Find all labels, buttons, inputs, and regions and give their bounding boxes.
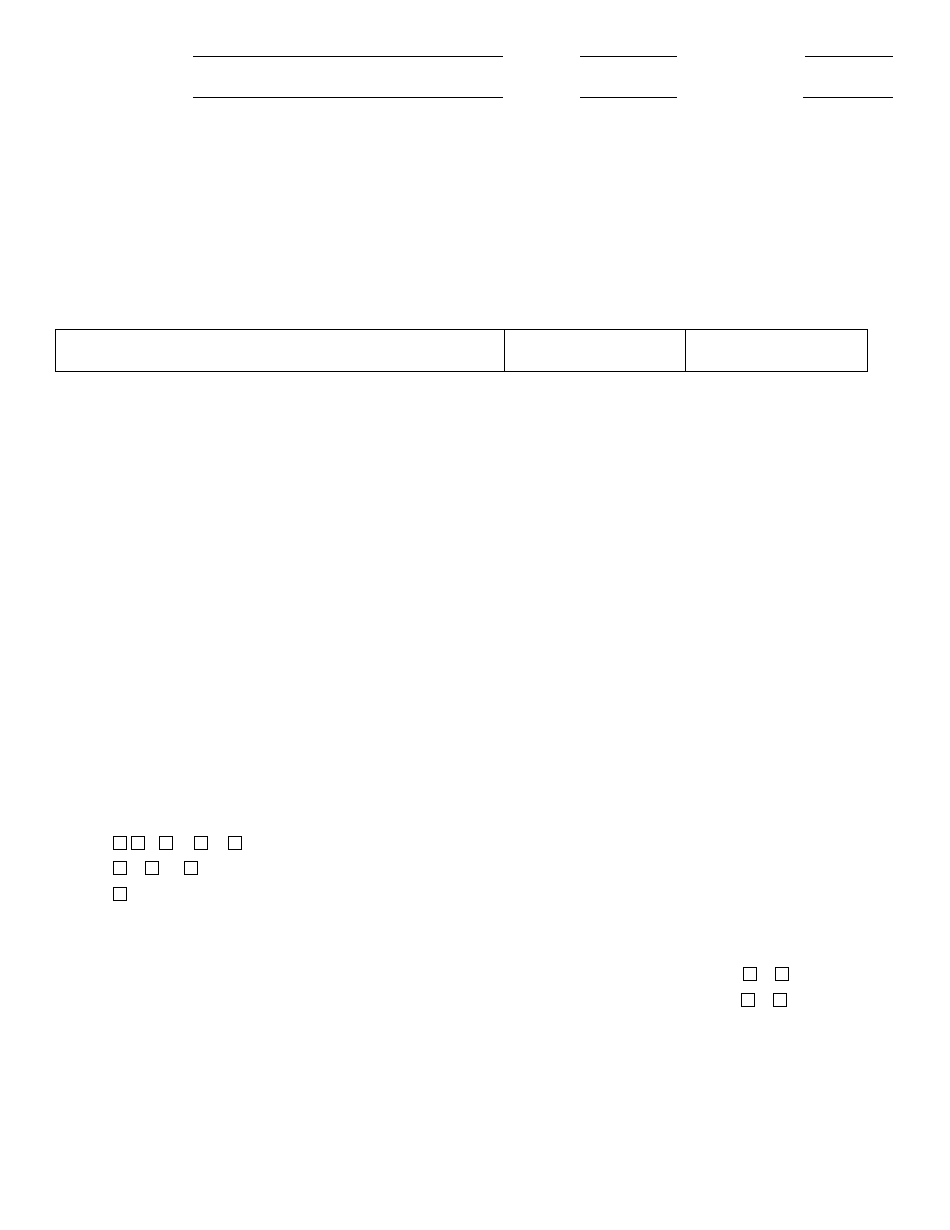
option-community-event[interactable]	[131, 836, 149, 850]
parent-2-header	[686, 330, 867, 371]
alt-phone-line-top	[805, 56, 893, 57]
housing-no-checkbox[interactable]	[775, 967, 789, 981]
referral-options-row-2	[113, 861, 202, 879]
referral-options-row-3	[113, 887, 131, 905]
checkbox-icon[interactable]	[184, 861, 198, 875]
checkbox-icon[interactable]	[131, 836, 145, 850]
email-line-top	[193, 56, 503, 57]
option-word-of-mouth[interactable]	[228, 836, 246, 850]
referral-options-row-1	[113, 836, 246, 854]
checkbox-icon[interactable]	[113, 836, 127, 850]
option-caseworker[interactable]	[113, 861, 131, 875]
parent-1-header	[505, 330, 687, 371]
option-flyer[interactable]	[159, 836, 177, 850]
housing-yes-checkbox[interactable]	[743, 967, 757, 981]
option-eceap-employee[interactable]	[194, 836, 216, 850]
subsidy-no-checkbox[interactable]	[773, 993, 787, 1007]
checkbox-icon[interactable]	[159, 836, 173, 850]
checkbox-icon[interactable]	[113, 887, 127, 901]
phone-input-line[interactable]	[580, 97, 677, 98]
table-header-row	[56, 330, 867, 371]
checkbox-icon[interactable]	[145, 861, 159, 875]
housing-answer	[743, 967, 793, 981]
checkbox-icon[interactable]	[228, 836, 242, 850]
subsidy-yes-checkbox[interactable]	[741, 993, 755, 1007]
phone-line-top	[580, 56, 677, 57]
option-community-agency[interactable]	[184, 861, 202, 875]
table-header-blank	[56, 330, 505, 371]
activities-table	[55, 329, 868, 372]
option-dcyf-website[interactable]	[113, 836, 131, 850]
option-media[interactable]	[145, 861, 163, 875]
email-input-line[interactable]	[193, 97, 503, 98]
checkbox-icon[interactable]	[194, 836, 208, 850]
option-other[interactable]	[113, 887, 131, 901]
subsidy-answer	[741, 993, 791, 1007]
checkbox-icon[interactable]	[113, 861, 127, 875]
alt-phone-input-line[interactable]	[803, 97, 893, 98]
